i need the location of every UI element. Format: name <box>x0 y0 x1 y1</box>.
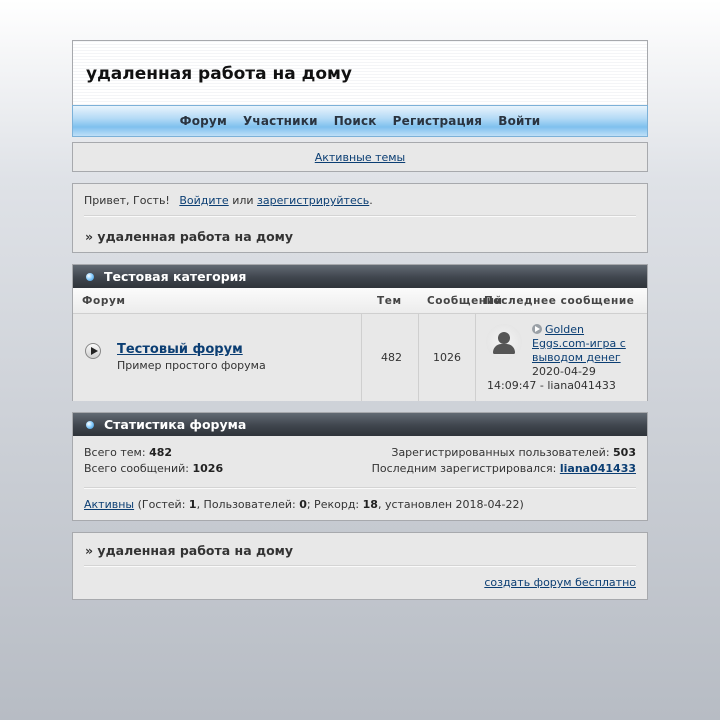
last-registered-user-link[interactable]: liana041433 <box>559 462 636 475</box>
category-block <box>72 264 648 401</box>
col-forum: Форум <box>82 295 126 307</box>
nav-search[interactable]: Поиск <box>333 114 377 128</box>
col-posts: Сообщений <box>427 295 503 307</box>
table-row <box>73 314 647 401</box>
page-title: удаленная работа на дому <box>86 64 353 84</box>
forum-stats <box>72 412 648 521</box>
guests-label: (Гостей: <box>134 498 189 511</box>
register-link[interactable]: зарегистрируйтесь <box>257 194 370 207</box>
guests-value: 1 <box>188 498 197 511</box>
main-nav <box>72 105 648 137</box>
last-post-link[interactable]: Golden Eggs.com-игра с выводом денег <box>532 323 626 364</box>
stats-header <box>73 413 647 436</box>
active-topics-bar <box>72 142 648 172</box>
stat-posts <box>84 462 223 475</box>
forum-description: Пример простого форума <box>117 359 266 372</box>
footer-panel <box>72 532 648 600</box>
column-headers <box>73 288 647 314</box>
active-topics-link[interactable]: Активные темы <box>314 150 406 164</box>
col-topics: Тем <box>377 295 402 307</box>
guest-greeting-line <box>84 194 373 207</box>
record-tail: , установлен 2018-04-22) <box>377 498 524 511</box>
guest-greeting: Привет, Гость! <box>84 194 170 207</box>
col-last: Последнее сообщение <box>484 295 635 307</box>
category-title: Тестовая категория <box>104 269 247 284</box>
footer-breadcrumb: » удаленная работа на дому <box>85 543 294 558</box>
record-label: ; Рекорд: <box>306 498 363 511</box>
nav-login[interactable]: Войти <box>498 114 541 128</box>
nav-forum[interactable]: Форум <box>179 114 227 128</box>
stat-users <box>391 446 636 459</box>
bullet-icon <box>86 273 94 281</box>
or-text: или <box>232 194 254 207</box>
divider <box>84 487 636 489</box>
stats-title: Статистика форума <box>104 417 247 432</box>
login-link[interactable]: Войдите <box>179 194 229 207</box>
guest-panel <box>72 183 648 253</box>
stat-posts-label: Всего сообщений: <box>84 462 189 475</box>
category-header <box>73 265 647 288</box>
last-post-time-user: 14:09:47 - liana041433 <box>487 379 616 392</box>
nav-register[interactable]: Регистрация <box>392 114 483 128</box>
divider <box>84 215 636 217</box>
column-divider <box>475 314 476 401</box>
forum-status-icon <box>85 343 101 359</box>
posts-count: 1026 <box>433 351 461 364</box>
stat-topics-value: 482 <box>149 446 173 459</box>
active-users-link[interactable]: Активны <box>84 498 135 511</box>
stat-last-reg-label: Последним зарегистрировался: <box>371 462 557 475</box>
stat-users-label: Зарегистрированных пользователей: <box>391 446 610 459</box>
stat-topics <box>84 446 172 459</box>
stat-posts-value: 1026 <box>192 462 224 475</box>
divider <box>84 565 636 567</box>
create-forum-link[interactable]: создать форум бесплатно <box>484 576 636 589</box>
bullet-icon <box>86 421 94 429</box>
members-value: 0 <box>299 498 307 511</box>
record-value: 18 <box>362 498 378 511</box>
topics-count: 482 <box>381 351 402 364</box>
stat-topics-label: Всего тем: <box>84 446 146 459</box>
members-label: , Пользователей: <box>196 498 300 511</box>
last-post-link-wrap <box>532 323 642 365</box>
user-avatar-icon <box>486 324 522 360</box>
last-post-date: 2020-04-29 <box>532 365 596 378</box>
stat-users-value: 503 <box>613 446 636 459</box>
breadcrumb: » удаленная работа на дому <box>85 229 294 244</box>
forum-header <box>72 40 648 105</box>
online-line <box>84 498 524 511</box>
nav-users[interactable]: Участники <box>242 114 318 128</box>
column-divider <box>361 314 362 401</box>
dot-text: . <box>369 194 373 207</box>
go-to-post-icon[interactable] <box>532 324 542 334</box>
stat-last-reg <box>372 462 636 475</box>
forum-link[interactable]: Тестовый форум <box>117 342 243 357</box>
column-divider <box>418 314 419 401</box>
